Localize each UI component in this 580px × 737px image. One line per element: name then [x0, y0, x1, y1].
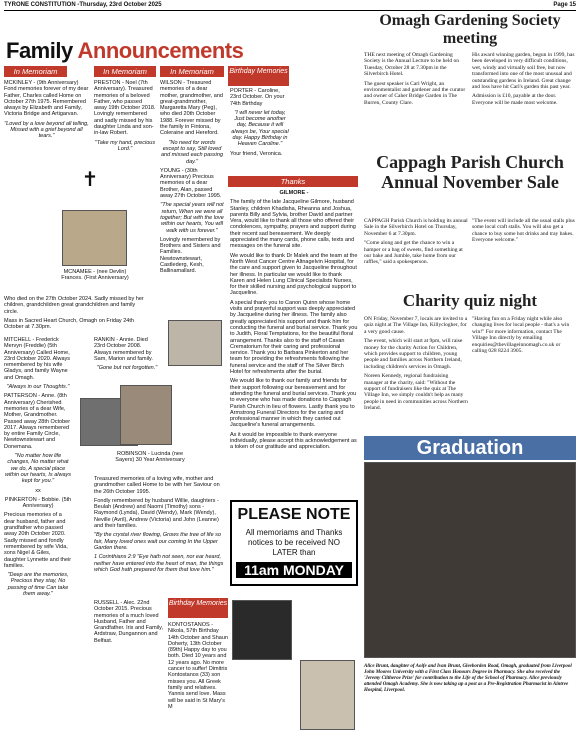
verse-preston: "Take my hand, precious Lord."	[94, 139, 156, 152]
og-title: Omagh Gardening Society meeting	[379, 12, 561, 47]
col2-robinson	[94, 476, 227, 576]
cap-col1	[364, 218, 468, 269]
photo-candles	[232, 600, 292, 660]
col2-russell	[94, 600, 164, 647]
thanks-gilmore: GILMORE -	[279, 190, 309, 196]
title-announcements: Announcements	[77, 38, 244, 63]
notice-mckinley: MCKINLEY - (9th Anniversary) Fond memories forever of my dear Father, Charles called Home on October 27th 1975. Remembered always by Elizabeth and Family, Victoria Bridge and Artigarvan.	[4, 80, 89, 118]
notice-wilson: WILSON - Treasured memories of a dear mother, grandmother, and great-grandmother, Margaretta Mary (Peg), who died 20th October 1988. Forever missed by the family in Fintona, Coleraine and Hereford.	[160, 80, 223, 137]
cq-col2	[472, 316, 576, 357]
page-header	[4, 2, 576, 10]
mcnamee-notice	[4, 296, 150, 333]
gilmore-4: We would like to thank our family and friends for their support following our bereavement and for attending the funeral and burial services. Thank you to everyone who has made donations to Cappagh Parish Church in lieu of flowers. Lastly thank you to Armstrong Funeral Directors for the caring and professional manner in which they carried out Jacqueline's funeral arrangements.	[230, 378, 357, 429]
cross-icon: ✝	[81, 169, 99, 191]
col2-top	[94, 80, 156, 155]
pinkerton-body: Precious memories of a dear husband, father and grandfather who passed away 20th October 2020. Sadly missed and fondly remembered by wife Vida, sons Nigel & Giles, daughter Lynnette and their families.	[4, 512, 72, 569]
cq-col1	[364, 316, 468, 415]
verse-patterson: "No matter how life changes, No matter what we do, A special place within our hearts, Is always kept for you."	[4, 453, 72, 485]
cq-title: Charity quiz night	[402, 291, 538, 310]
gilmore-5: As it would be impossible to thank everyone individually, please accept this acknowledgement as a token of our gratitude and appreciation.	[230, 431, 357, 451]
gilmore-1: The family of the late Jacqueline Gilmore, husband Stanley, children Khadisha, Rheanna and Joshua, parents Billy and Sylvia, brother David and partner Vera, would like to thank all those who offered their condolences, sympathy, prayers and support during their recent sad bereavement. We deeply appreciated the many cards, phone calls, texts and messages on the funeral site.	[230, 199, 356, 250]
cap-text1: CAPPAGH Parish Church is holding its annual Sale in the Silverbirch Hotel on Thursday, November 6 at 7.30pm.	[364, 218, 468, 237]
col3-header: In Memoriam	[160, 66, 224, 77]
robinson-scripture: 1 Corinthians 2:9 "Eye hath not seen, nor ear heard, neither have entered into the heart of man, the things which God hath prepared for them that love him."	[94, 554, 224, 573]
col1-top	[4, 80, 89, 143]
photo-bible-2	[300, 660, 355, 730]
notice-young: YOUNG - (30th Anniversary) Precious memories of a dear Brother, Alan, passed away 27th October 1995.	[160, 167, 222, 200]
verse-mckinley: "Loved by a love beyond all telling, Missed with a grief beyond all tears."	[4, 120, 89, 140]
photo-bible	[168, 320, 222, 366]
robinson-verse: "By the crystal river flowing, Grows the tree of life so fair, Many loved ones wait our coming In the Upper Garden there.	[94, 532, 221, 551]
verse-pinkerton: "Deep are the memories, Precious they stay, No passing of time Can take them away."	[7, 572, 69, 597]
cap-col2	[472, 218, 576, 247]
notice-body: All memoriams and Thanks notices to be received NO LATER than	[245, 528, 343, 557]
col4-thanks	[230, 190, 358, 454]
notice-porter: PORTER - Caroline, 23rd October. On your 74th Birthday	[230, 88, 285, 107]
notice-russell: RUSSELL - Alec. 22nd October 2015. Precious memories of a much loved Husband, Father and Grandfather. Iris and Family, Ardstraw, Dungannon and Belfast.	[94, 600, 163, 644]
robinson-body: Treasured memories of a loving wife, mother and grandmother called Home to be with her Saviour on the 26th October 1995.	[94, 476, 220, 495]
notice-pinkerton: PINKERTON - Bobbie. (5th Anniversary)	[4, 496, 72, 510]
og-text4: Admission is £10, payable at the door. Everyone will be made most welcome.	[472, 93, 558, 106]
mcnamee-name: MCNAMEE - (nee Devlin) Frances. (First Anniversary)	[61, 269, 129, 282]
notice-time: 11am MONDAY	[236, 562, 352, 578]
cq-text1: ON Friday, November 7, locals are invited to a quiz night at The Village Inn, Killyclogher, for a very good cause.	[364, 316, 468, 335]
col1-header: In Memoriam	[4, 66, 67, 77]
cap-title: Cappagh Parish Church Annual November Sale	[376, 152, 564, 192]
mcnamee-mass: Mass in Sacred Heart Church, Omagh on Friday 24th October at 7.30pm.	[4, 317, 134, 331]
col2-rankin	[94, 337, 160, 374]
cq-text2: The event, which will start at 9pm, will raise money for the charity Action for Children, which provides support to children, young people and families across Northern Ireland, including children's services in Omagh.	[364, 338, 463, 370]
photo-graduate	[364, 462, 576, 658]
col4-header: Birthday Memories	[228, 66, 289, 86]
col3-top	[160, 80, 224, 278]
notice-rankin: RANKIN - Annie. Died 23rd October 2008. Always remembered by Sam, Marion and family.	[94, 337, 153, 362]
verse-wilson: "No need for words except to say, Still loved and missed each passing day."	[160, 139, 224, 165]
cq-text4: "Having fun on a Friday night while also changing lives for local people - that's a win win!" For more information, contact The Village Inn directly by emailing enquiries@thevillageinnomagh.co.uk or calling 028 8224 3905.	[472, 316, 570, 355]
og-col1	[364, 52, 468, 109]
robinson-name: ROBINSON - Lucinda (nee Sayers) 30 Year Anniversary	[115, 451, 185, 464]
gilmore-2: We would like to thank Dr Malek and the team at the North West Cancer Centre Altnagelvin Hospital, for the care and support given to Jacqueline throughout her illness. In particular we would like to thank Karen and Helen Lung Clinical Specialists Nurses, for their skilled nursing and psychological support to Jacqueline.	[230, 252, 358, 297]
robinson-family: Fondly remembered by husband Willie, daughters - Beulah (Andrew) and Naomi (Timothy) sons - Raymond (Lynda), David (Wendy), Mark (Wendy), Neville (Avril), Andrew (Victoria) and John (Leanne) and their families.	[94, 497, 219, 530]
grad-caption: Alice Brunt, daughter of Aoife and Ivan Brunt, Gleeborden Road, Omagh, graduated from Liverpool John Moores University with a First Class Honours Degree in Pharmacy. She also received the 'Jeremy Clitheroe Prize' for contribution to the Life of the School of Pharmacy. Alice previously attended Omagh Academy. She is now taking up a post as a Pre-Registration Pharmacist in Aintree Hospital, Liverpool.	[364, 664, 572, 693]
notice-patterson: PATTERSON - Anne. (8th Anniversary) Cherished memories of a dear Wife, Mother, Grandmother. Passed away 28th October 2017. Always remembered by entire Family Circle, Newtownstewart and Donemana.	[4, 393, 71, 450]
paper-title: TYRONE CONSTITUTION -Thursday, 23rd October 2025	[4, 2, 162, 8]
col2-header: In Memoriam	[94, 66, 156, 77]
cq-text3: Noreen Kennedy, regional fundraising manager at the charity, said: "Without the support of fundraisers like the quiz at The Village Inn, we simply couldn't help as many people in need in communities across Northern Ireland.	[364, 373, 468, 412]
graduation-banner: Graduation	[364, 436, 576, 460]
header-rule	[4, 10, 576, 11]
photo-robinson	[120, 385, 172, 445]
notice-title: PLEASE NOTE	[237, 506, 351, 523]
porter-sign: Your friend, Veronica.	[230, 150, 283, 157]
photo-mcnamee	[62, 210, 127, 266]
young-family: Lovingly remembered by Brothers and Sisters and Families. Newtownstewart, Castlederg, Kesh, Ballinamallard.	[160, 236, 221, 275]
og-text3: His award winning garden, begun in 1999, has been developed in very difficult conditions, wet, windy and virtually soil free, but now transformed into one of the most unusual and outstanding gardens in Ireland. Great change and loss have hit Carl's garden this past year.	[472, 52, 575, 91]
col3-kontostanos	[168, 622, 228, 713]
verse-rankin: "Gone but not forgotten."	[96, 365, 158, 372]
og-col2	[472, 52, 576, 109]
patterson-sign: xx	[35, 487, 41, 494]
col1-bottom	[4, 337, 72, 600]
page-number: Page 15	[553, 2, 576, 8]
notice-kontostanos: KONTOSTANOS - Nikola, 57th Birthday 14th October and Shaun Doherty, 13th October (89th) Happy day to you both. Died 10 years and 12 years ago. No more cancer to suffer! Dimitris Kontostanos (33) son misses you. All Greek family and relatives. Yannis send love. Mass will be said in St Mary's M	[168, 622, 228, 710]
title-family: Family	[6, 38, 73, 63]
cap-text3: "The event will include all the usual stalls plus some local craft stalls. You will also get a chance to buy some hot drinks and tray bakes. Everyone welcome."	[472, 218, 575, 244]
verse-porter: "I will never let today, Just become another day, Because it will always be, Your special day. Happy Birthday in Heaven Caroline."	[231, 109, 289, 148]
cap-text2: "Come along and get the chance to win a hamper or a bag of sweets, find something at our bake and Jumble, take home from our raffles," said a spokesperson.	[364, 240, 463, 266]
mcnamee-body: Who died on the 27th October 2024. Sadly missed by her children, grandchildren great grandchildren and family circle.	[4, 296, 144, 315]
verse-young: "The special years will not return, When we were all together; But with the love within our hearts, You will walk with us forever."	[160, 202, 224, 234]
og-text1: THE next meeting of Omagh Gardening Society is the Annual Lecture to be held on Tuesday, October 28 at 7.30pm in the Silverbirch Hotel.	[364, 52, 460, 78]
og-text2: The guest speaker is Carl Wright, an environmentalist and gardener and the curator and owner of Caher Bridge Garden in The Burren, County Clare.	[364, 80, 466, 106]
verse-mitchell: "Always in our Thoughts."	[6, 384, 70, 391]
col4-top	[230, 88, 290, 160]
notice-preston: PRESTON - Noel (7th Anniversary). Treasured memories of a beloved Father, who passed away 19th October 2018. Lovingly remembered and sadly missed by his daughter Linda and son-in-law Robert.	[94, 80, 156, 137]
please-note-box	[230, 500, 358, 586]
gilmore-3: A special thank you to Canon Quinn whose home visits and prayerful support was deeply appreciated by Jacqueline during her illness. The family also greatly appreciated his support and thank him for conducting the funeral and burial service. Thank you to Judith, Floral Temptations, for the beautiful floral arrangement. Thanks also to the staff of Cavan Crematorium for their caring and professional service. Thank you to Barbara Pinkerton and her team for providing the refreshments following the funeral service and the staff of The Silver Birch Hotel for refreshments after the burial.	[230, 299, 358, 376]
page-title	[6, 38, 243, 64]
thanks-header: Thanks	[228, 176, 358, 187]
notice-mitchell: MITCHELL - Frederick Mervyn (Freddie) (5th Anniversary) Called Home, 23rd October 2020. Always remembered by his wife Gladys, and family Wayne and Omagh.	[4, 337, 71, 381]
birthday-header: Birthday Memories	[168, 598, 228, 618]
